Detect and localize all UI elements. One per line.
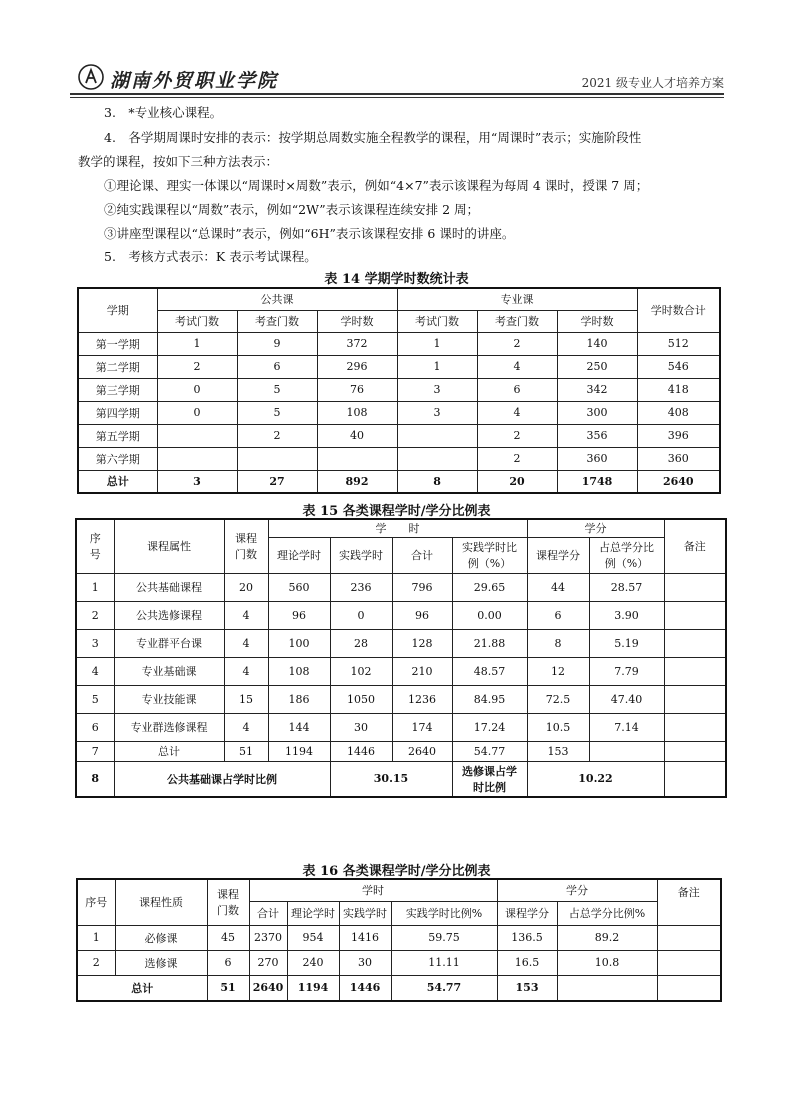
header-course-credit: 课程学分 <box>497 901 557 925</box>
cell-count: 20 <box>224 573 268 601</box>
cell-theory: 1194 <box>268 741 330 761</box>
header-major: 专业课 <box>397 288 637 310</box>
page-header <box>70 62 724 96</box>
cell-count: 6 <box>207 950 249 975</box>
cell-p-check: 5 <box>237 401 317 424</box>
table-row <box>78 424 720 447</box>
cell-note <box>664 713 726 741</box>
header-credit-ratio: 占总学分比例% <box>557 901 657 925</box>
cell-p-check: 2 <box>237 424 317 447</box>
cell-attr: 公共选修课程 <box>114 601 224 629</box>
header-count: 课程 门数 <box>207 879 249 925</box>
cell-note <box>664 741 726 761</box>
cell-p-hours: 372 <box>317 332 397 355</box>
cell-p-check <box>237 447 317 470</box>
school-logo-icon <box>78 64 104 90</box>
cell-credit: 44 <box>527 573 589 601</box>
cell-m-check: 4 <box>477 355 557 378</box>
cell-count: 4 <box>224 657 268 685</box>
cell-theory: 954 <box>287 925 339 950</box>
header-theory: 理论学时 <box>287 901 339 925</box>
cell-count: 4 <box>224 601 268 629</box>
cell-ratio: 21.88 <box>452 629 527 657</box>
cell-sum: 796 <box>392 573 452 601</box>
cell-p-exam: 2 <box>157 355 237 378</box>
table-total-row <box>76 741 726 761</box>
cell-practice: 1446 <box>339 975 391 1001</box>
cell-attr: 专业基础课 <box>114 657 224 685</box>
cell-nature: 选修课 <box>115 950 207 975</box>
cell-ratio: 29.65 <box>452 573 527 601</box>
header-note: 备注 <box>657 879 721 925</box>
cell-practice: 1416 <box>339 925 391 950</box>
table-row <box>78 447 720 470</box>
cell-credit: 153 <box>527 741 589 761</box>
cell-nature: 必修课 <box>115 925 207 950</box>
header-course-credit: 课程学分 <box>527 537 589 573</box>
cell-note <box>657 925 721 950</box>
cell-no: 2 <box>77 950 115 975</box>
note-line: ③讲座型课程以“总课时”表示，例如“6H”表示该课程安排 6 课时的讲座。 <box>104 226 515 241</box>
cell-no: 4 <box>76 657 114 685</box>
table-row <box>76 601 726 629</box>
header-sum: 合计 <box>249 901 287 925</box>
header-ratio: 实践学时比例% <box>391 901 497 925</box>
table16-caption: 表 16 各类课程学时/学分比例表 <box>302 864 491 879</box>
cell-m-exam: 3 <box>397 401 477 424</box>
cell-term: 第一学期 <box>78 332 157 355</box>
header-ratio: 实践学时比 例（%） <box>452 537 527 573</box>
cell-sum: 270 <box>249 950 287 975</box>
cell-credit-ratio: 7.14 <box>589 713 664 741</box>
cell-m-hours: 300 <box>557 401 637 424</box>
table-row <box>78 332 720 355</box>
table-row <box>76 685 726 713</box>
cell-no: 1 <box>76 573 114 601</box>
cell-m-hours: 250 <box>557 355 637 378</box>
cell-m-exam: 1 <box>397 332 477 355</box>
cell-credit-ratio <box>557 975 657 1001</box>
cell-total: 546 <box>637 355 720 378</box>
cell-no: 2 <box>76 601 114 629</box>
cell-term: 第三学期 <box>78 378 157 401</box>
cell-sum: 2370 <box>249 925 287 950</box>
cell-m-hours: 360 <box>557 447 637 470</box>
cell-p-exam: 0 <box>157 401 237 424</box>
cell-m-hours: 356 <box>557 424 637 447</box>
cell-practice: 0 <box>330 601 392 629</box>
header-hours: 学时数 <box>317 310 397 332</box>
cell-m-exam: 8 <box>397 470 477 493</box>
cell-m-hours: 1748 <box>557 470 637 493</box>
school-name: 湖南外贸职业学院 <box>110 70 279 92</box>
cell-credit: 136.5 <box>497 925 557 950</box>
table16 <box>76 878 722 1002</box>
cell-practice: 30 <box>330 713 392 741</box>
cell-p-exam: 0 <box>157 378 237 401</box>
note-line: 3. *专业核心课程。 <box>104 105 223 120</box>
cell-m-check: 4 <box>477 401 557 424</box>
cell-p-hours: 108 <box>317 401 397 424</box>
cell-p-hours: 40 <box>317 424 397 447</box>
cell-no: 3 <box>76 629 114 657</box>
cell-ratio: 54.77 <box>452 741 527 761</box>
table-row <box>76 713 726 741</box>
cell-credit: 10.5 <box>527 713 589 741</box>
cell-note <box>657 975 721 1001</box>
cell-m-check: 2 <box>477 447 557 470</box>
cell-total: 418 <box>637 378 720 401</box>
cell-credit: 12 <box>527 657 589 685</box>
header-hours: 学时数 <box>557 310 637 332</box>
table-row <box>76 629 726 657</box>
note-line: 5. 考核方式表示：K 表示考试课程。 <box>104 249 317 264</box>
table-row <box>77 925 721 950</box>
cell-ratio: 59.75 <box>391 925 497 950</box>
table-row <box>76 573 726 601</box>
cell-p-hours: 892 <box>317 470 397 493</box>
header-public: 公共课 <box>157 288 397 310</box>
table-row <box>77 950 721 975</box>
cell-attr: 公共基础课程 <box>114 573 224 601</box>
cell-note <box>664 601 726 629</box>
cell-credit: 153 <box>497 975 557 1001</box>
cell-note <box>664 573 726 601</box>
cell-no: 5 <box>76 685 114 713</box>
header-no: 序 号 <box>76 519 114 573</box>
header-exam: 考试门数 <box>397 310 477 332</box>
cell-p-check: 27 <box>237 470 317 493</box>
cell-p-exam <box>157 447 237 470</box>
header-practice: 实践学时 <box>339 901 391 925</box>
cell-sum: 210 <box>392 657 452 685</box>
cell-m-hours: 342 <box>557 378 637 401</box>
cell-term: 第四学期 <box>78 401 157 424</box>
cell-attr: 专业技能课 <box>114 685 224 713</box>
cell-no: 6 <box>76 713 114 741</box>
cell-practice: 102 <box>330 657 392 685</box>
cell-credit-ratio: 47.40 <box>589 685 664 713</box>
cell-count: 51 <box>224 741 268 761</box>
cell-public-ratio-label: 公共基础课占学时比例 <box>114 761 330 797</box>
header-note: 备注 <box>664 519 726 573</box>
table-row <box>78 355 720 378</box>
cell-theory: 144 <box>268 713 330 741</box>
cell-ratio: 84.95 <box>452 685 527 713</box>
cell-m-exam: 3 <box>397 378 477 401</box>
table-total-row <box>78 470 720 493</box>
cell-sum: 174 <box>392 713 452 741</box>
cell-note <box>657 950 721 975</box>
cell-theory: 560 <box>268 573 330 601</box>
cell-credit: 72.5 <box>527 685 589 713</box>
cell-term: 第二学期 <box>78 355 157 378</box>
header-practice: 实践学时 <box>330 537 392 573</box>
table14-caption: 表 14 学期学时数统计表 <box>324 272 469 287</box>
cell-credit-ratio <box>589 741 664 761</box>
table-total-row <box>77 975 721 1001</box>
cell-p-hours <box>317 447 397 470</box>
cell-p-check: 5 <box>237 378 317 401</box>
cell-sum: 2640 <box>392 741 452 761</box>
header-hours: 学 时 <box>268 519 527 537</box>
table-summary-row <box>76 761 726 797</box>
cell-m-check: 2 <box>477 332 557 355</box>
cell-practice: 1050 <box>330 685 392 713</box>
cell-total: 2640 <box>637 470 720 493</box>
header-check: 考查门数 <box>237 310 317 332</box>
cell-sum: 128 <box>392 629 452 657</box>
cell-m-hours: 140 <box>557 332 637 355</box>
header-hours: 学时 <box>249 879 497 901</box>
cell-total: 396 <box>637 424 720 447</box>
header-total-hours: 学时数合计 <box>637 288 720 332</box>
cell-p-exam: 1 <box>157 332 237 355</box>
table-row <box>78 401 720 424</box>
cell-note <box>664 629 726 657</box>
cell-term: 第六学期 <box>78 447 157 470</box>
cell-count: 4 <box>224 629 268 657</box>
note-line: ①理论课、理实一体课以“周课时×周数”表示，例如“4×7”表示该课程为每周 4 课时，授课 7 周； <box>104 178 649 193</box>
cell-sum: 1236 <box>392 685 452 713</box>
cell-elective-ratio-value: 10.22 <box>527 761 664 797</box>
cell-m-exam <box>397 447 477 470</box>
cell-credit-ratio: 7.79 <box>589 657 664 685</box>
header-credit: 学分 <box>497 879 657 901</box>
cell-attr: 专业群平台课 <box>114 629 224 657</box>
cell-credit-ratio: 28.57 <box>589 573 664 601</box>
cell-no: 7 <box>76 741 114 761</box>
cell-no: 8 <box>76 761 114 797</box>
header-theory: 理论学时 <box>268 537 330 573</box>
header-attr: 课程属性 <box>114 519 224 573</box>
header-credit-ratio: 占总学分比 例（%） <box>589 537 664 573</box>
cell-count: 51 <box>207 975 249 1001</box>
header-rule-thin <box>70 97 724 98</box>
cell-ratio: 11.11 <box>391 950 497 975</box>
cell-count: 4 <box>224 713 268 741</box>
cell-count: 45 <box>207 925 249 950</box>
header-nature: 课程性质 <box>115 879 207 925</box>
table15 <box>75 518 727 798</box>
cell-credit: 6 <box>527 601 589 629</box>
cell-total: 408 <box>637 401 720 424</box>
cell-sum: 2640 <box>249 975 287 1001</box>
header-count: 课程 门数 <box>224 519 268 573</box>
cell-p-exam <box>157 424 237 447</box>
cell-p-check: 6 <box>237 355 317 378</box>
cell-total: 512 <box>637 332 720 355</box>
cell-practice: 28 <box>330 629 392 657</box>
cell-attr: 专业群选修课程 <box>114 713 224 741</box>
header-check: 考查门数 <box>477 310 557 332</box>
cell-practice: 30 <box>339 950 391 975</box>
cell-credit-ratio: 89.2 <box>557 925 657 950</box>
cell-theory: 240 <box>287 950 339 975</box>
cell-attr: 总计 <box>114 741 224 761</box>
cell-p-exam: 3 <box>157 470 237 493</box>
note-line: ②纯实践课程以“周数”表示，例如“2W”表示该课程连续安排 2 周； <box>104 202 479 217</box>
cell-credit-ratio: 10.8 <box>557 950 657 975</box>
cell-note <box>664 685 726 713</box>
cell-p-hours: 296 <box>317 355 397 378</box>
cell-total-label: 总计 <box>77 975 207 1001</box>
cell-note <box>664 657 726 685</box>
table14 <box>77 287 721 494</box>
cell-theory: 186 <box>268 685 330 713</box>
cell-theory: 1194 <box>287 975 339 1001</box>
cell-theory: 96 <box>268 601 330 629</box>
cell-m-check: 20 <box>477 470 557 493</box>
cell-p-check: 9 <box>237 332 317 355</box>
cell-practice: 1446 <box>330 741 392 761</box>
cell-no: 1 <box>77 925 115 950</box>
cell-ratio: 48.57 <box>452 657 527 685</box>
note-line: 教学的课程，按如下三种方法表示： <box>78 154 279 169</box>
cell-ratio: 0.00 <box>452 601 527 629</box>
table15-caption: 表 15 各类课程学时/学分比例表 <box>302 504 491 519</box>
header-sum: 合计 <box>392 537 452 573</box>
plan-title: 2021 级专业人才培养方案 <box>581 76 724 90</box>
cell-m-exam <box>397 424 477 447</box>
cell-elective-ratio-label: 选修课占学 时比例 <box>452 761 527 797</box>
cell-term: 总计 <box>78 470 157 493</box>
cell-theory: 108 <box>268 657 330 685</box>
cell-m-check: 6 <box>477 378 557 401</box>
cell-m-check: 2 <box>477 424 557 447</box>
header-exam: 考试门数 <box>157 310 237 332</box>
header-no: 序号 <box>77 879 115 925</box>
cell-term: 第五学期 <box>78 424 157 447</box>
cell-note <box>664 761 726 797</box>
cell-credit-ratio: 5.19 <box>589 629 664 657</box>
cell-public-ratio-value: 30.15 <box>330 761 452 797</box>
header-rule <box>70 93 724 95</box>
note-line: 4. 各学期周课时安排的表示：按学期总周数实施全程教学的课程，用“周课时”表示；实施阶段性 <box>104 130 642 145</box>
cell-sum: 96 <box>392 601 452 629</box>
cell-count: 15 <box>224 685 268 713</box>
cell-ratio: 54.77 <box>391 975 497 1001</box>
cell-m-exam: 1 <box>397 355 477 378</box>
cell-credit: 8 <box>527 629 589 657</box>
cell-p-hours: 76 <box>317 378 397 401</box>
table-row <box>78 378 720 401</box>
header-term: 学期 <box>78 288 157 332</box>
cell-theory: 100 <box>268 629 330 657</box>
header-credit: 学分 <box>527 519 664 537</box>
cell-credit: 16.5 <box>497 950 557 975</box>
cell-credit-ratio: 3.90 <box>589 601 664 629</box>
cell-practice: 236 <box>330 573 392 601</box>
table-row <box>76 657 726 685</box>
cell-total: 360 <box>637 447 720 470</box>
cell-ratio: 17.24 <box>452 713 527 741</box>
